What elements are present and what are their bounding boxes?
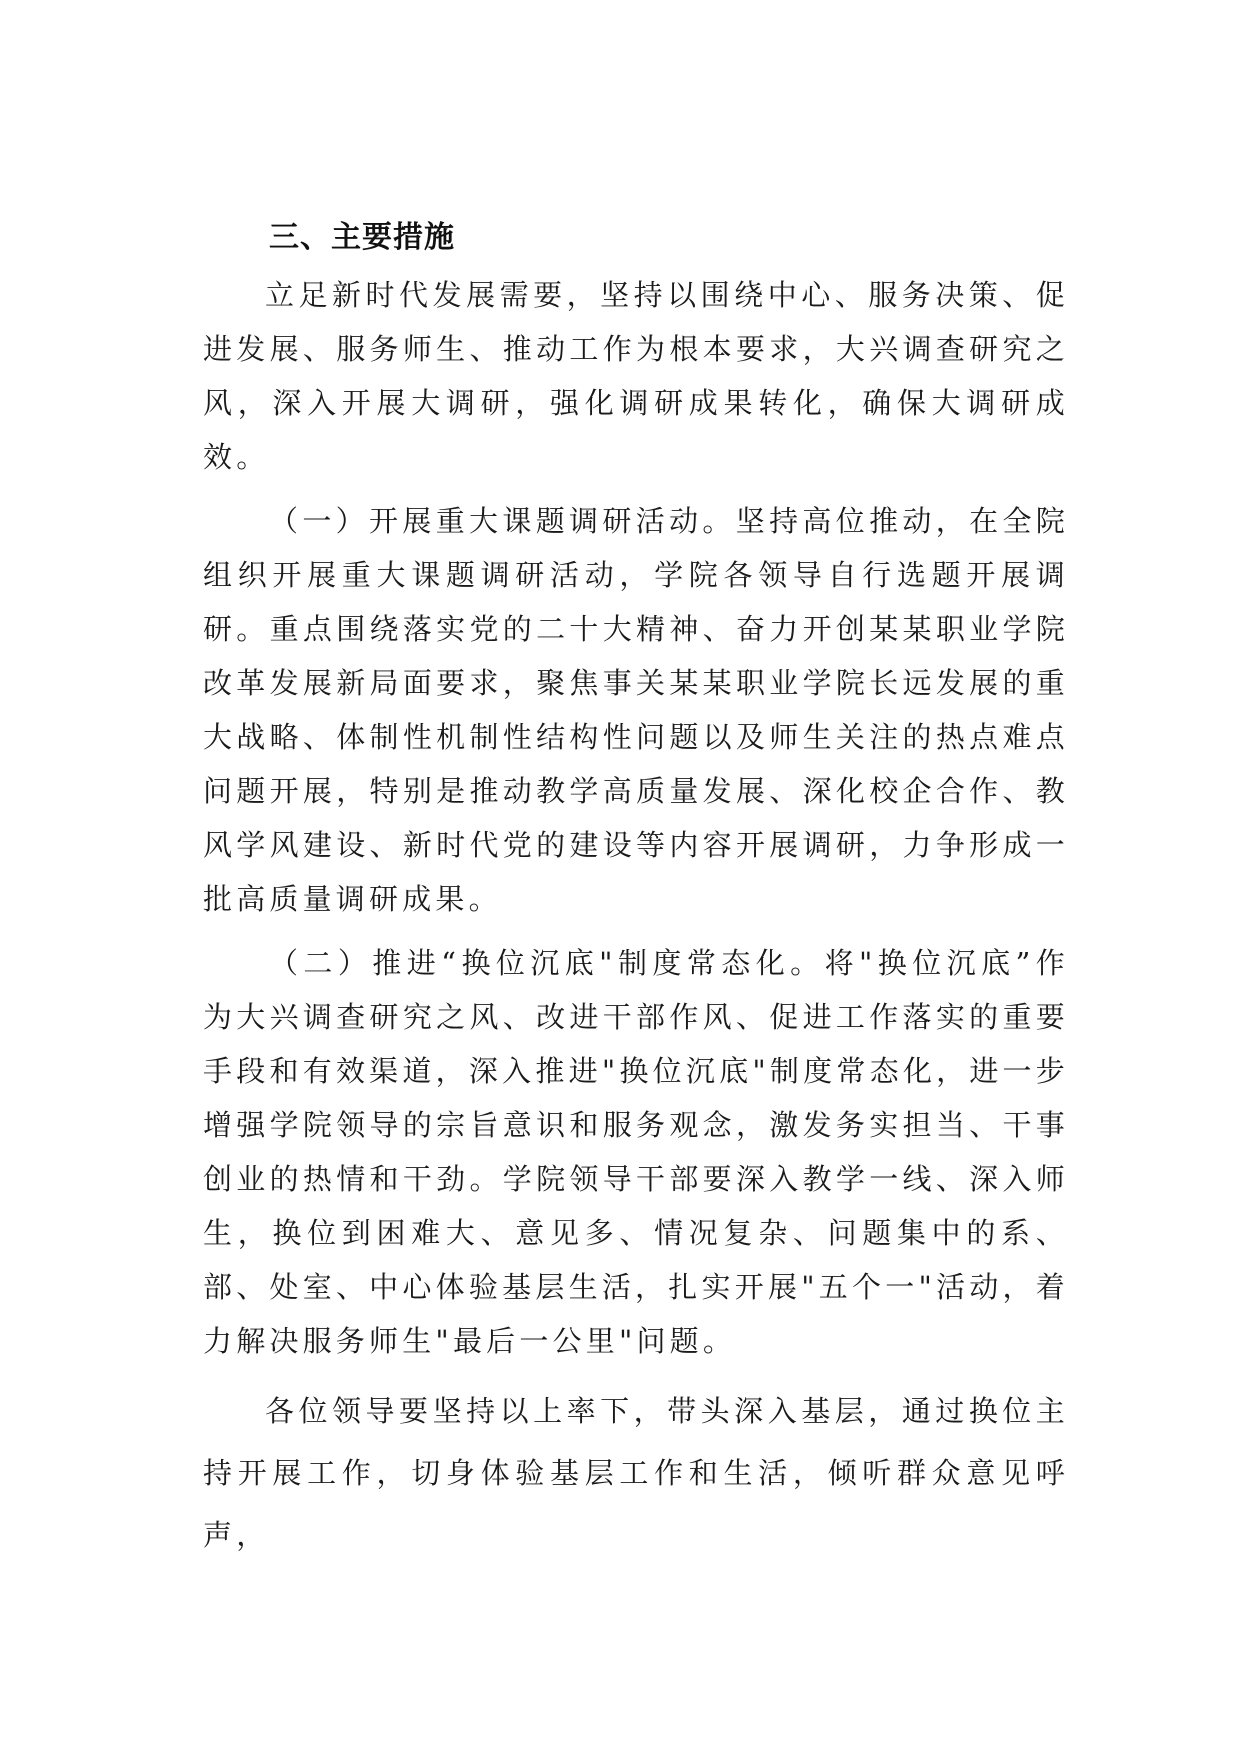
document-body (203, 218, 1069, 1566)
measure-2-paragraph: （二）推进“换位沉底"制度常态化。将"换位沉底”作为大兴调查研究之风、改进干部作风、促进工作落实的重要手段和有效渠道，深入推进"换位沉底"制度常态化，进一步增强学院领导的宗旨意识和服务观念，激发务实担当、干事创业的热情和干劲。学院领导干部要深入教学一线、深入师生，换位到困难大、意见多、情况复杂、问题集中的系、部、处室、中心体验基层生活，扎实开展"五个一"活动，着力解决服务师生"最后一公里"问题。 (203, 946, 1069, 1358)
closing-paragraph: 各位领导要坚持以上率下，带头深入基层，通过换位主持开展工作，切身体验基层工作和生活，倾听群众意见呼声， (203, 1394, 1069, 1552)
section-heading: 三、主要措施 (269, 220, 455, 255)
measure-1-paragraph: （一）开展重大课题调研活动。坚持高位推动，在全院组织开展重大课题调研活动，学院各领导自行选题开展调研。重点围绕落实党的二十大精神、奋力开创某某职业学院改革发展新局面要求，聚焦事关某某职业学院长远发展的重大战略、体制性机制性结构性问题以及师生关注的热点难点问题开展，特别是推动教学高质量发展、深化校企合作、教风学风建设、新时代党的建设等内容开展调研，力争形成一批高质量调研成果。 (203, 504, 1069, 916)
intro-paragraph: 立足新时代发展需要，坚持以围绕中心、服务决策、促进发展、服务师生、推动工作为根本要求，大兴调查研究之风，深入开展大调研，强化调研成果转化，确保大调研成效。 (203, 278, 1069, 474)
